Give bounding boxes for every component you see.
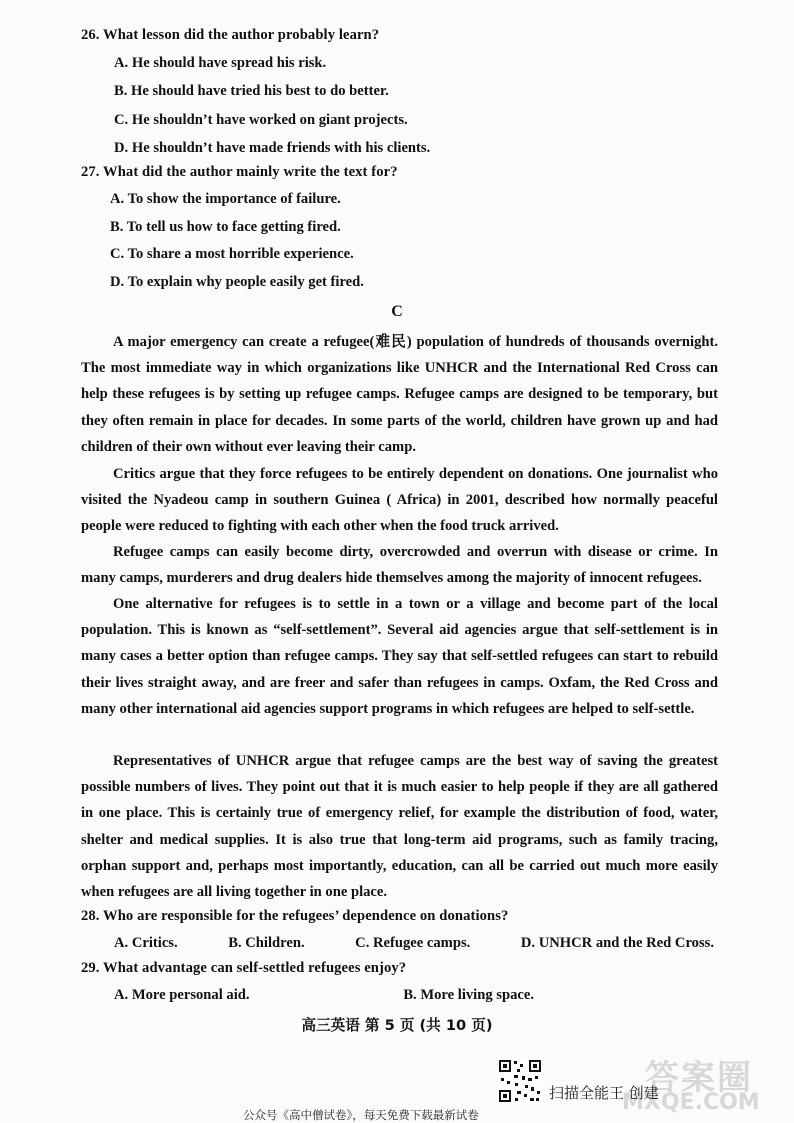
- passage-paragraph-1: [81, 329, 718, 460]
- watermark-url: MXQE.COM: [622, 1090, 760, 1115]
- passage-paragraph-4-text: One alternative for refugees is to settle in a town or a village and become part of the local population. This is known as “self-settlement”. Several aid agencies argue that self-settlement is in many cases a better option than refugee camps. They say that self-settled refugees can start to rebuild their lives straight away, and are freer and safer than refugees in camps. Oxfam, the Red Cross and many other international aid agencies support programs in which refugees are helped to self-settle.: [81, 596, 718, 717]
- question-26-option-c: C. He shouldn’t have worked on giant projects.: [114, 112, 408, 128]
- question-27-option-b: B. To tell us how to face getting fired.: [110, 219, 341, 235]
- question-29-option-a: A. More personal aid.: [114, 987, 250, 1003]
- qr-code-icon: [497, 1058, 543, 1104]
- question-28-option-c: C. Refugee camps.: [355, 935, 471, 951]
- question-28-option-d: D. UNHCR and the Red Cross.: [520, 935, 714, 951]
- passage-paragraph-3-text: Refugee camps can easily become dirty, overcrowded and overrun with disease or crime. In many camps, murderers and drug dealers hide themselves among the majority of innocent refugees.: [81, 544, 718, 587]
- question-26-option-a: A. He should have spread his risk.: [114, 55, 327, 71]
- question-28-option-b: B. Children.: [228, 935, 305, 951]
- question-29-option-b: B. More living space.: [403, 987, 534, 1003]
- passage-paragraph-4: [81, 591, 718, 722]
- question-26-option-d: D. He shouldn’t have made friends with his clients.: [114, 140, 431, 156]
- passage-paragraph-2: [81, 461, 718, 540]
- question-27-option-d: D. To explain why people easily get fired.: [110, 274, 364, 290]
- question-29-options: [114, 987, 534, 1004]
- question-26-stem: 26. What lesson did the author probably learn?: [81, 27, 380, 43]
- page-footer: 高三英语 第 5 页 (共 10 页): [301, 1017, 493, 1034]
- question-28-option-a: A. Critics.: [114, 935, 178, 951]
- question-27-option-c: C. To share a most horrible experience.: [110, 246, 354, 262]
- question-28-options: [114, 935, 714, 952]
- qr-code-graphic: [497, 1058, 543, 1104]
- passage-paragraph-5: [81, 748, 718, 905]
- passage-paragraph-2-text: Critics argue that they force refugees to be entirely dependent on donations. One journalist who visited the Nyadeou camp in southern Guinea ( Africa) in 2001, described how normally peaceful people were reduced to fighting with each other when the food truck arrived.: [81, 466, 718, 535]
- bottom-notice: 公众号《高中僧试卷》，每天免费下载最新试卷: [243, 1108, 479, 1122]
- question-27-option-a: A. To show the importance of failure.: [110, 191, 341, 207]
- question-27-stem: 27. What did the author mainly write the text for?: [81, 164, 398, 180]
- passage-paragraph-1-text: A major emergency can create a refugee(难民) population of hundreds of thousands overnight. The most immediate way in which organizations like UNHCR and the International Red Cross can help these refugees is by setting up refugee camps. Refugee camps are designed to be temporary, but they often remain in place for decades. In some parts of the world, children have grown up and had children of their own without ever leaving their camp.: [81, 334, 718, 455]
- watermark-logo: 答案圈: [645, 1058, 753, 1098]
- question-26-option-b: B. He should have tried his best to do better.: [114, 83, 389, 99]
- section-heading: C: [391, 303, 403, 320]
- passage-paragraph-3: [81, 539, 718, 591]
- question-28-stem: 28. Who are responsible for the refugees’ dependence on donations?: [81, 908, 509, 924]
- scanner-credit: 扫描全能王 创建: [549, 1084, 659, 1102]
- question-29-stem: 29. What advantage can self-settled refugees enjoy?: [81, 960, 407, 976]
- passage-paragraph-5-text: Representatives of UNHCR argue that refugee camps are the best way of saving the greatest possible numbers of lives. They point out that it is much easier to help people if they are all gathered in one place. This is certainly true of emergency relief, for example the distribution of food, water, shelter and medical supplies. It is also true that long-term aid programs, such as family tracing, orphan support and, perhaps most importantly, education, can all be carried out much more easily when refugees are all living together in one place.: [81, 753, 718, 901]
